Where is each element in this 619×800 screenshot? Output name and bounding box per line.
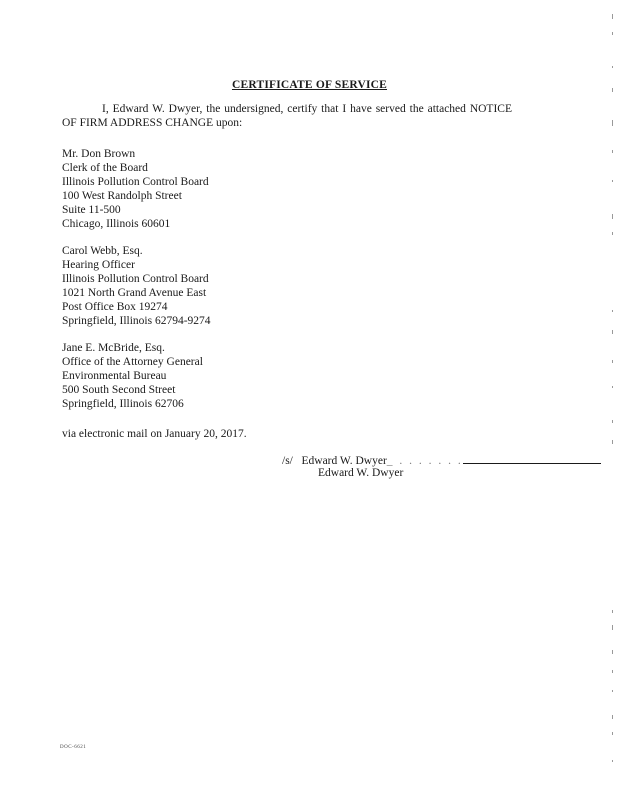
recipient-address-block: [62, 147, 362, 231]
recipient-address-block: [62, 244, 362, 328]
address-line: Clerk of the Board: [62, 162, 148, 174]
address-line: Suite 11-500: [62, 204, 121, 216]
electronic-signature: Edward W. Dwyer: [301, 455, 387, 467]
service-method-statement: via electronic mail on January 20, 2017.: [62, 428, 247, 440]
address-line: Mr. Don Brown: [62, 148, 136, 160]
scan-edge-marks: [611, 10, 615, 780]
document-footer-id: DOC-6621: [60, 745, 87, 750]
address-line: 100 West Randolph Street: [62, 190, 182, 202]
address-line: Post Office Box 19274: [62, 301, 168, 313]
address-line: Jane E. McBride, Esq.: [62, 342, 165, 354]
address-line: Springfield, Illinois 62794-9274: [62, 315, 211, 327]
address-line: 500 South Second Street: [62, 384, 176, 396]
address-line: Springfield, Illinois 62706: [62, 398, 184, 410]
address-line: Illinois Pollution Control Board: [62, 273, 209, 285]
document-title: CERTIFICATE OF SERVICE: [231, 79, 388, 91]
address-line: Environmental Bureau: [62, 370, 167, 382]
signature-line: /s/ Edward W. Dwyer_ . . . . . . .: [282, 453, 601, 468]
address-line: Office of the Attorney General: [62, 356, 203, 368]
recipient-address-block: [62, 341, 362, 411]
signature-rule: [463, 453, 601, 464]
signature-prefix: /s/: [282, 455, 293, 467]
signer-name: Edward W. Dwyer: [318, 467, 404, 479]
address-line: Hearing Officer: [62, 259, 135, 271]
address-line: Chicago, Illinois 60601: [62, 218, 171, 230]
certification-paragraph: I, Edward W. Dwyer, the undersigned, certify that I have served the attached NOTICE OF FIRM ADDRESS CHANGE upon:: [62, 103, 512, 129]
address-line: 1021 North Grand Avenue East: [62, 287, 207, 299]
address-line: Carol Webb, Esq.: [62, 245, 143, 257]
address-line: Illinois Pollution Control Board: [62, 176, 209, 188]
